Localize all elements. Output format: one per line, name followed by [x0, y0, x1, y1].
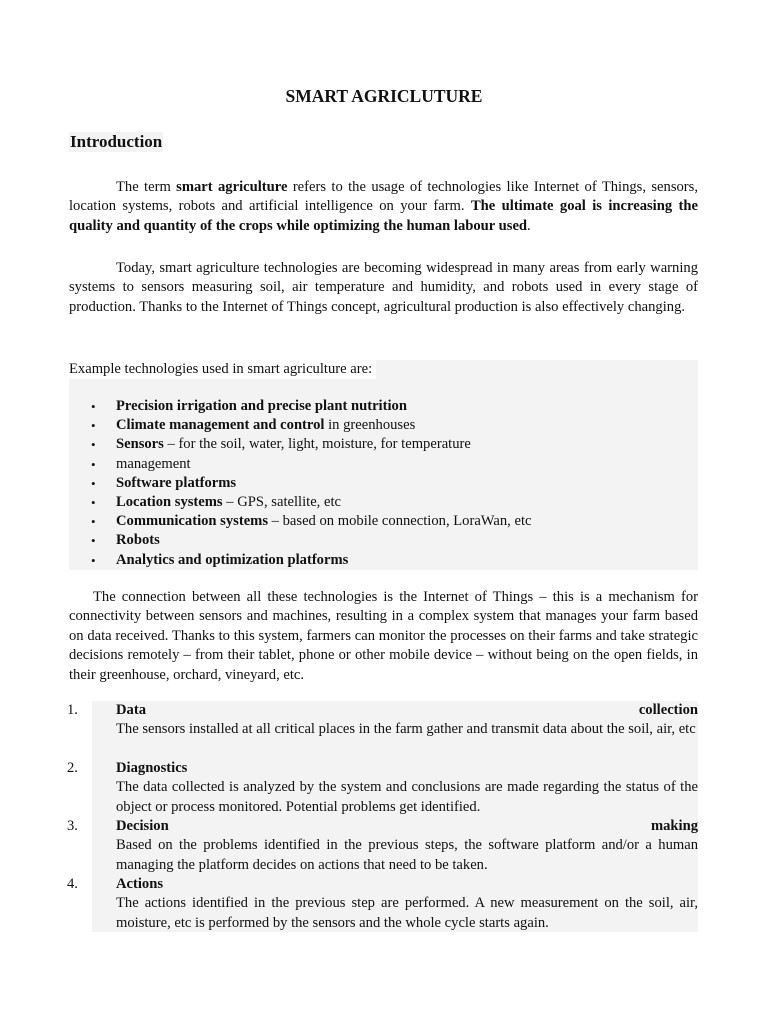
paragraph-text: The term [116, 179, 177, 195]
item-text: – based on mobile connection, LoraWan, etc [268, 513, 532, 530]
paragraph-text: . [527, 217, 531, 234]
step-number: 2. [67, 760, 78, 776]
list-item [69, 512, 531, 531]
bold-goal-statement: The ultimate goal is increasing the quality and quantity of the crops while optimizing the human labour used [69, 198, 698, 234]
bullet-icon: • [91, 456, 96, 472]
item-text: management [116, 455, 191, 472]
step-number: 4. [67, 876, 78, 892]
step-heading [116, 759, 698, 778]
bullet-icon: • [91, 418, 96, 434]
item-bold-text: Location systems [116, 493, 223, 510]
step-number: 1. [67, 702, 78, 718]
item-bold-text: Analytics and optimization platforms [116, 551, 349, 568]
step-description: Based on the problems identified in the previous steps, the software platform and/or a human managing the platform decides on actions that need to be taken. [116, 837, 698, 873]
item-text: – for the soil, water, light, moisture, for temperature [163, 436, 471, 453]
list-item [69, 474, 531, 493]
step-heading-left: Diagnostics [116, 760, 188, 776]
process-steps-list [67, 701, 698, 932]
step-heading [116, 701, 698, 720]
item-bold-text: Software platforms [116, 474, 237, 491]
step-description: The actions identified in the previous step are performed. A new measurement on the soil, air, moisture, etc is performed by the sensors and the whole cycle starts again. [116, 895, 698, 931]
item-bold-text: Climate management and control [116, 417, 325, 434]
step-heading-right: making [650, 818, 698, 834]
bullet-icon: • [91, 399, 96, 414]
step-heading [116, 817, 698, 836]
step-heading-left: Data [116, 702, 146, 718]
technologies-section [69, 360, 698, 570]
list-item [69, 493, 531, 512]
bullet-icon: • [91, 514, 96, 530]
item-bold-text: Communication systems [116, 513, 269, 530]
item-bold-text: Precision irrigation and precise plant nutrition [116, 398, 407, 414]
step-heading [116, 875, 698, 894]
list-item [69, 397, 531, 416]
item-text: in greenhouses [324, 417, 416, 434]
list-item [69, 455, 531, 474]
list-item [69, 531, 531, 550]
list-item [69, 551, 531, 570]
paragraph-definition [69, 178, 698, 236]
paragraph-text: refers to the usage of technologies like Internet of Things, sensors, location systems, robots and artificial intelligence on your farm. [69, 179, 698, 215]
step-number: 3. [67, 818, 78, 834]
bullet-icon: • [91, 437, 96, 453]
bold-term: smart agriculture [176, 179, 288, 195]
bullet-icon: • [91, 552, 96, 568]
bullet-icon: • [91, 494, 96, 510]
item-bold-text: Robots [116, 532, 160, 549]
list-item [69, 435, 531, 454]
item-bold-text: Sensors [116, 436, 164, 453]
technologies-intro: Example technologies used in smart agriculture are: [69, 360, 376, 379]
step-description: The sensors installed at all critical places in the farm gather and transmit data about the soil, air, etc [116, 721, 696, 738]
step-heading-right: collection [638, 702, 698, 718]
item-text: – GPS, satellite, etc [222, 493, 341, 510]
document-title: SMART AGRICLUTURE [285, 86, 483, 106]
step-description: The data collected is analyzed by the system and conclusions are made regarding the status of the object or process monitored. Potential problems get identified. [116, 779, 698, 815]
list-item [69, 416, 531, 435]
section-heading-introduction: Introduction [70, 132, 163, 151]
bullet-icon: • [91, 475, 96, 491]
step-heading-left: Decision [116, 818, 169, 834]
technologies-list [69, 397, 531, 570]
paragraph-connection: The connection between all these technologies is the Internet of Things – this is a mechanism for connectivity between sensors and machines, resulting in a complex system that manages your farm based on data received. Thanks to this system, farmers can monitor the processes on their farms and take strategic decisions remotely – from their tablet, phone or other mobile device – without being on the open fields, in their greenhouse, orchard, vineyard, etc. [69, 589, 698, 683]
bullet-icon: • [91, 533, 96, 549]
paragraph-today: Today, smart agriculture technologies are becoming widespread in many areas from early warning systems to sensors measuring soil, air temperature and humidity, and robots used in every stage of production. Thanks to the Internet of Things concept, agricultural production is also effectively changing. [69, 260, 698, 315]
step-heading-left: Actions [116, 876, 164, 892]
